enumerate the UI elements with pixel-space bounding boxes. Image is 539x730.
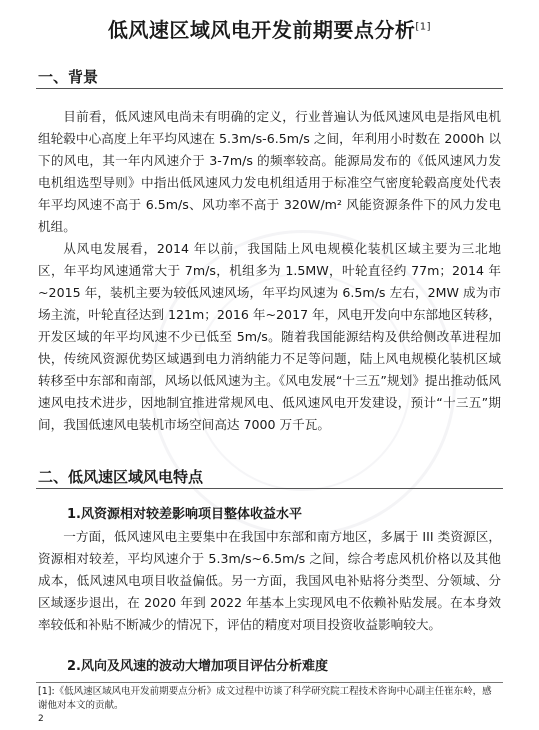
section-heading-features: 二、低风速区域风电特点: [38, 468, 204, 486]
section-divider: [36, 488, 503, 489]
body-paragraph: 一方面，低风速风电主要集中在我国中东部和南方地区，多属于 III 类资源区，资源相对较差，平均风速介于 5.3m/s~6.5m/s 之间，综合考虑风机价格以及其他成本，低风速风电项目收益偏低。另一方面，我国风电补贴将分类型、分领域、分区域逐步退出，在 2020 年到 2022 年基本上实现风电不依赖补贴发展。在本身效率较低和补贴不断减少的情况下，评估的精度对项目投资收益影响较大。: [38, 529, 501, 632]
section-heading-background: 一、背景: [38, 68, 99, 86]
page-number: 2: [38, 714, 44, 724]
subsection-heading: 2.风向及风速的波动大增加项目评估分析难度: [67, 659, 328, 674]
section-divider: [36, 88, 503, 89]
title-footnote-ref: [1]: [415, 21, 432, 33]
subsection-heading: 1.风资源相对较差影响项目整体收益水平: [67, 507, 302, 522]
body-paragraph: 从风电发展看，2014 年以前，我国陆上风电规模化装机区域主要为三北地区，年平均风速通常大于 7m/s，机组多为 1.5MW，叶轮直径约 77m；2014 年~2015 年，装机主要为较低风速风场，年平均风速为 6.5m/s 左右，2MW 成为市场主流，叶轮直径达到 121m；2016 年~2017 年，风电开发向中东部地区转移，开发区域的年平均风速不少已低至 5m/s。随着我国能源结构及供给侧改革进程加快，传统风资源优势区域遇到电力消纳能力不足等问题，陆上风电规模化装机区域转移至中东部和南部，风场以低风速为主。《风电发展“十三五”规划》提出推动低风速风电技术进步，因地制宜推进常规风电、低风速风电开发建设，预计“十三五”期间，我国低速风电装机市场空间高达 7000 万千瓦。: [38, 241, 501, 432]
footnote-divider: [36, 682, 503, 683]
footnote: [1]:《低风速区域风电开发前期要点分析》成文过程中访谈了科学研究院工程技术咨询中心副主任崔东岭，感谢他对本文的贡献。: [38, 686, 492, 711]
document-title: 低风速区域风电开发前期要点分析[1]: [107, 18, 432, 42]
body-paragraph: 目前看，低风速风电尚未有明确的定义，行业普遍认为低风速风电是指风电机组轮毂中心高度上年平均风速在 5.3m/s-6.5m/s 之间，年利用小时数在 2000h 以下的风电，其一年内风速介于 3-7m/s 的频率较高。能源局发布的《低风速风力发电机组选型导则》中指出低风速风力发电机组适用于标准空气密度轮毂高度处代表年平均风速不高于 6.5m/s、风功率不高于 320W/m² 风能资源条件下的风力发电机组。: [38, 109, 501, 234]
